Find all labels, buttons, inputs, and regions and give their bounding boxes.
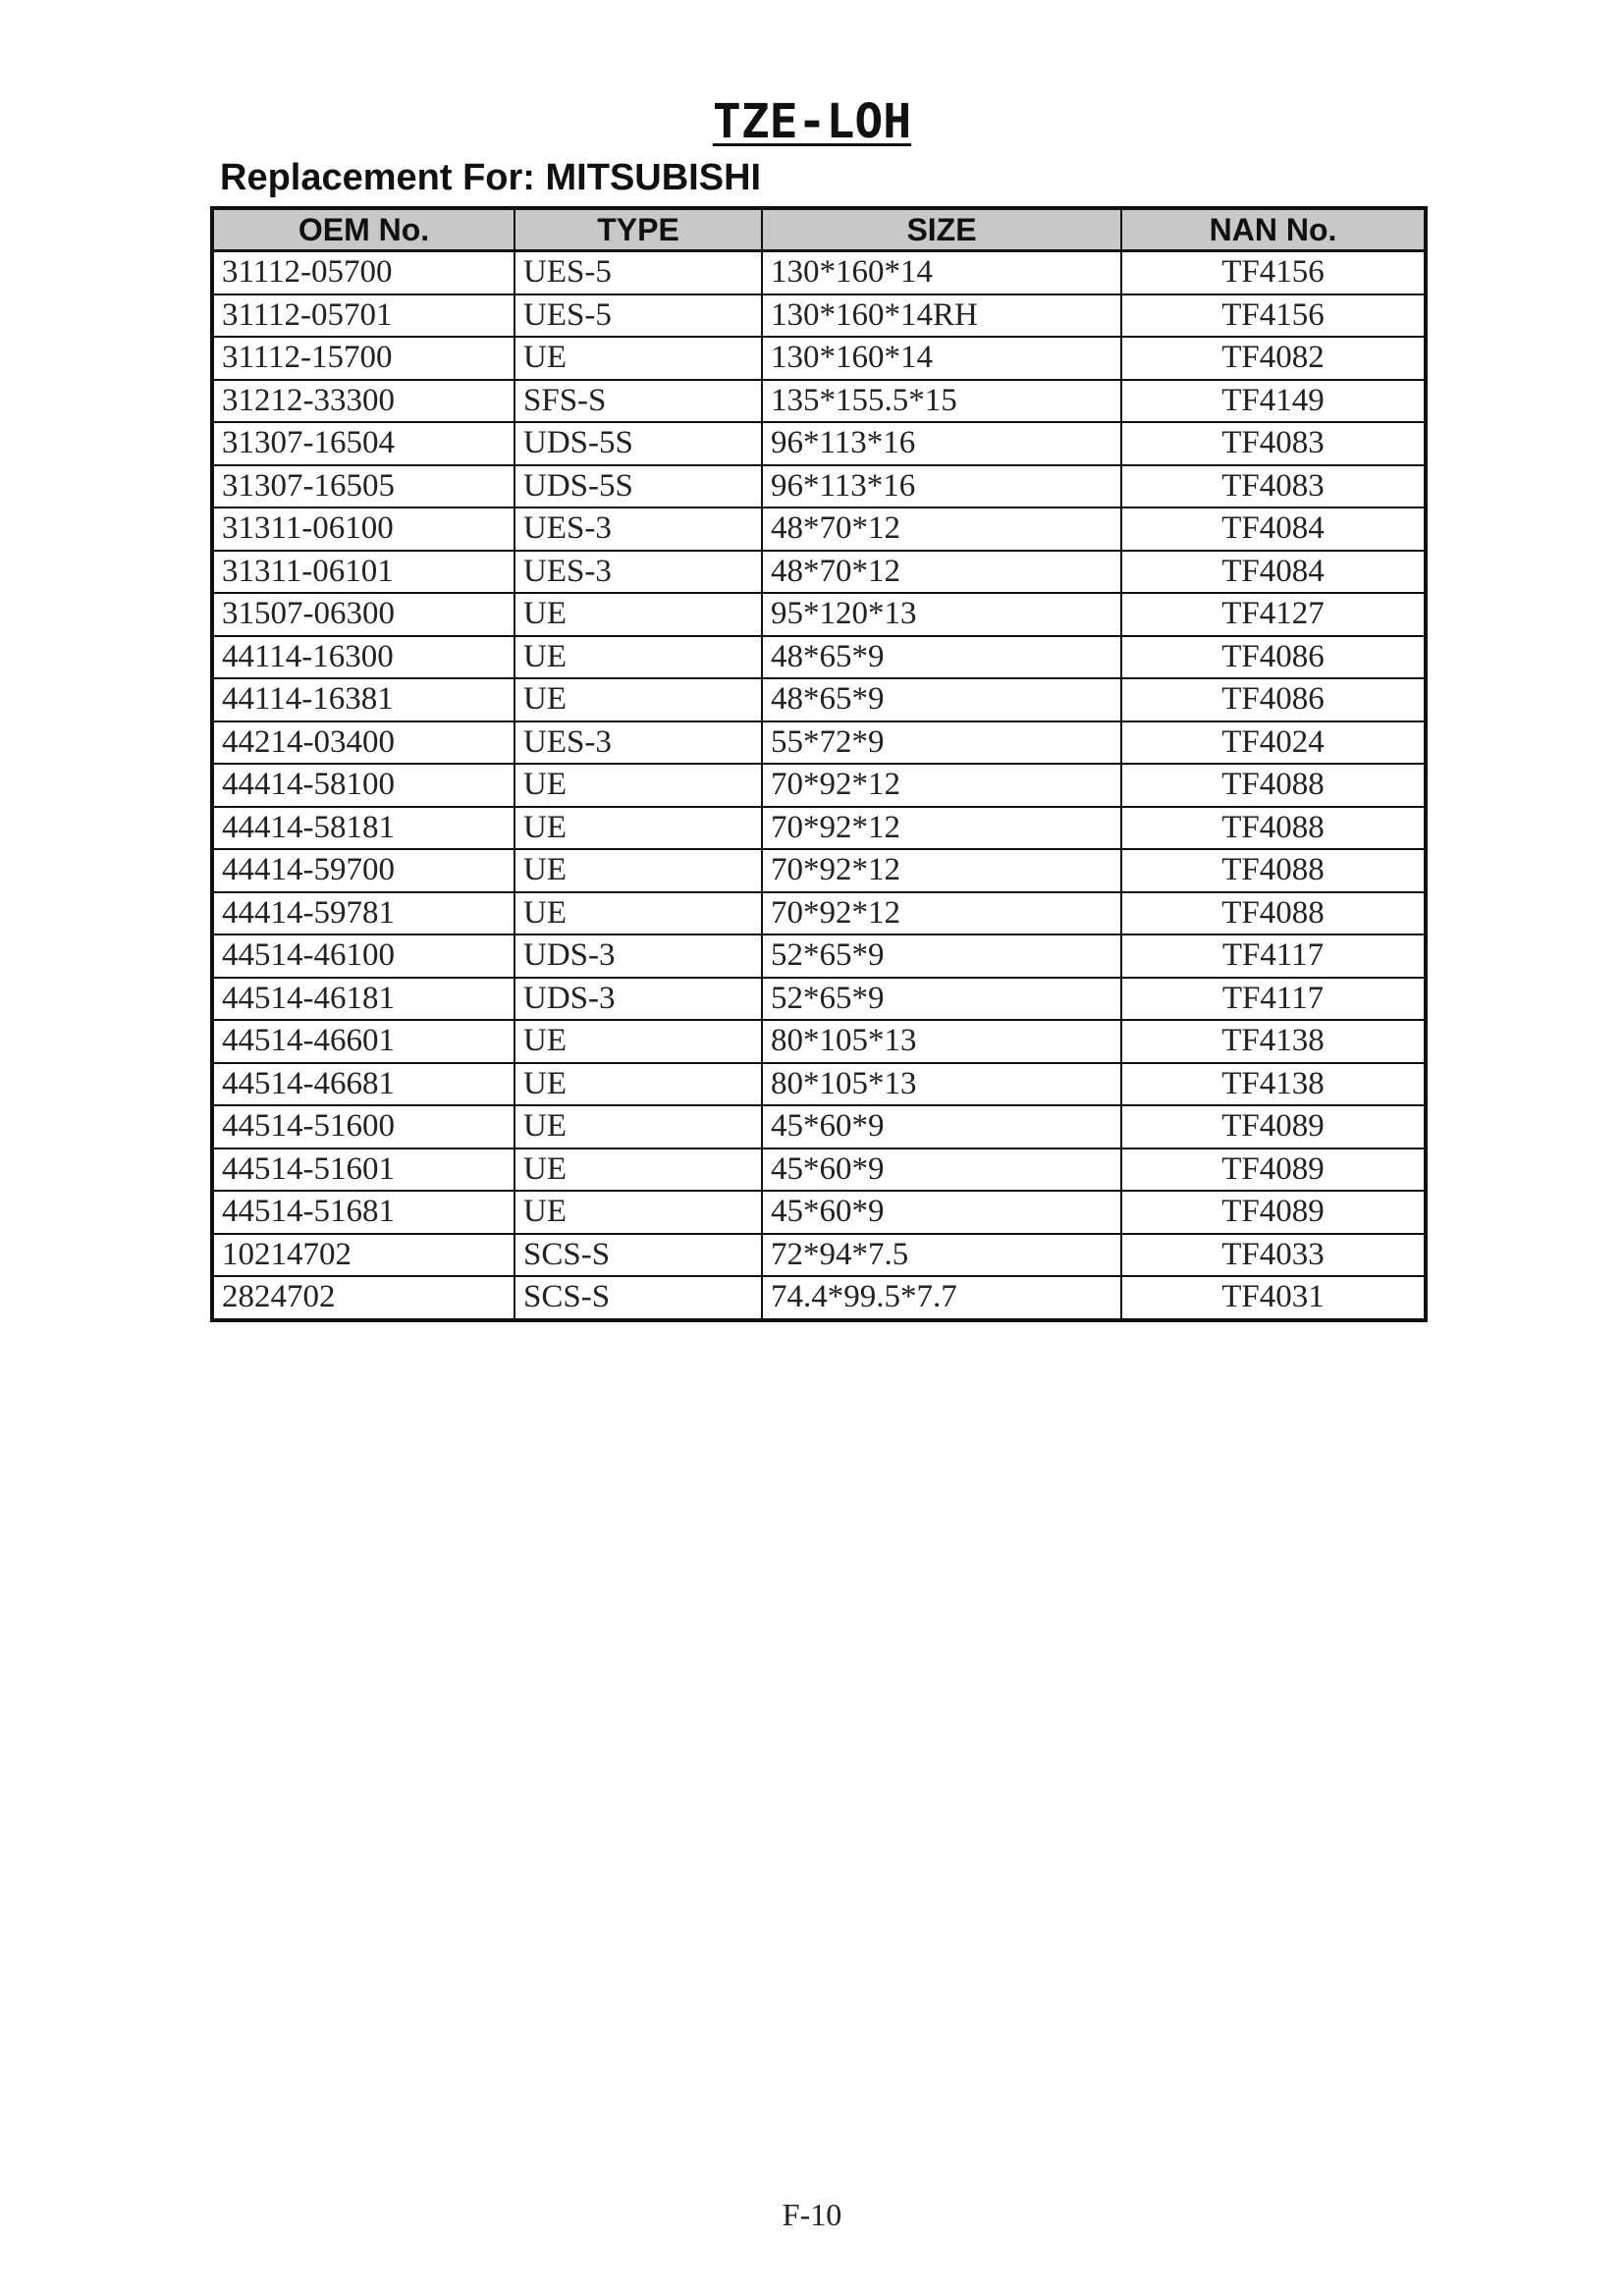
cell-oem-no: 44514-46681 [212, 1063, 514, 1106]
cell-oem-no: 31112-05700 [212, 251, 514, 294]
cell-type: UE [514, 764, 762, 807]
cell-size: 72*94*7.5 [762, 1234, 1121, 1277]
cell-type: UDS-3 [514, 934, 762, 978]
cell-oem-no: 44514-51681 [212, 1191, 514, 1234]
cell-size: 80*105*13 [762, 1063, 1121, 1106]
cell-type: UES-5 [514, 251, 762, 294]
cell-size: 96*113*16 [762, 422, 1121, 465]
cell-size: 135*155.5*15 [762, 380, 1121, 423]
table-row [212, 465, 1426, 508]
cell-nan-no: TF4088 [1121, 849, 1426, 892]
cell-type: UE [514, 849, 762, 892]
table-row [212, 1020, 1426, 1063]
cell-oem-no: 44214-03400 [212, 721, 514, 765]
cell-type: UDS-3 [514, 978, 762, 1021]
table-row [212, 1148, 1426, 1192]
table-row [212, 1191, 1426, 1234]
cell-oem-no: 44514-46601 [212, 1020, 514, 1063]
table-row [212, 764, 1426, 807]
cell-size: 45*60*9 [762, 1105, 1121, 1148]
cell-nan-no: TF4033 [1121, 1234, 1426, 1277]
cell-oem-no: 44514-51601 [212, 1148, 514, 1192]
cell-oem-no: 44514-46181 [212, 978, 514, 1021]
header-oem-no: OEM No. [212, 208, 514, 251]
cell-size: 52*65*9 [762, 978, 1121, 1021]
table-header-row [212, 208, 1426, 251]
cell-nan-no: TF4089 [1121, 1105, 1426, 1148]
table-row [212, 337, 1426, 380]
cell-oem-no: 44414-58100 [212, 764, 514, 807]
cell-nan-no: TF4156 [1121, 294, 1426, 338]
page-title-text: TZE-LOH [712, 94, 912, 149]
cell-size: 130*160*14 [762, 251, 1121, 294]
cell-size: 130*160*14 [762, 337, 1121, 380]
cell-type: UDS-5S [514, 465, 762, 508]
cell-nan-no: TF4086 [1121, 678, 1426, 721]
cell-type: UE [514, 1020, 762, 1063]
cell-size: 74.4*99.5*7.7 [762, 1276, 1121, 1320]
cell-oem-no: 31307-16504 [212, 422, 514, 465]
table-row [212, 251, 1426, 294]
cell-nan-no: TF4088 [1121, 807, 1426, 850]
cell-oem-no: 44114-16300 [212, 636, 514, 679]
cell-nan-no: TF4089 [1121, 1148, 1426, 1192]
cell-oem-no: 31112-05701 [212, 294, 514, 338]
cell-oem-no: 2824702 [212, 1276, 514, 1320]
cell-type: UES-3 [514, 551, 762, 594]
page-number: F-10 [782, 2197, 842, 2232]
header-nan-no: NAN No. [1121, 208, 1426, 251]
cell-oem-no: 31311-06101 [212, 551, 514, 594]
page-title [0, 94, 1624, 149]
cell-oem-no: 31307-16505 [212, 465, 514, 508]
cell-size: 48*65*9 [762, 636, 1121, 679]
cell-nan-no: TF4088 [1121, 764, 1426, 807]
parts-table [210, 206, 1428, 1322]
cell-type: UES-3 [514, 721, 762, 765]
cell-oem-no: 31212-33300 [212, 380, 514, 423]
cell-type: UE [514, 892, 762, 935]
cell-type: UE [514, 337, 762, 380]
cell-nan-no: TF4138 [1121, 1063, 1426, 1106]
table-row [212, 294, 1426, 338]
cell-size: 48*65*9 [762, 678, 1121, 721]
cell-size: 52*65*9 [762, 934, 1121, 978]
cell-nan-no: TF4156 [1121, 251, 1426, 294]
table-row [212, 551, 1426, 594]
cell-nan-no: TF4149 [1121, 380, 1426, 423]
cell-nan-no: TF4138 [1121, 1020, 1426, 1063]
table-row [212, 1234, 1426, 1277]
cell-type: SCS-S [514, 1276, 762, 1320]
cell-nan-no: TF4088 [1121, 892, 1426, 935]
table-row [212, 678, 1426, 721]
cell-size: 55*72*9 [762, 721, 1121, 765]
table-row [212, 892, 1426, 935]
cell-size: 70*92*12 [762, 807, 1121, 850]
cell-oem-no: 10214702 [212, 1234, 514, 1277]
cell-nan-no: TF4083 [1121, 422, 1426, 465]
table-row [212, 849, 1426, 892]
cell-type: UE [514, 1148, 762, 1192]
cell-type: UE [514, 1063, 762, 1106]
table-body [212, 251, 1426, 1320]
cell-size: 130*160*14RH [762, 294, 1121, 338]
replacement-subtitle: Replacement For: MITSUBISHI [220, 157, 762, 198]
table-row [212, 1276, 1426, 1320]
cell-oem-no: 31311-06100 [212, 507, 514, 551]
cell-type: UE [514, 636, 762, 679]
cell-oem-no: 44514-46100 [212, 934, 514, 978]
cell-size: 70*92*12 [762, 892, 1121, 935]
cell-nan-no: TF4084 [1121, 507, 1426, 551]
cell-oem-no: 44414-58181 [212, 807, 514, 850]
table-row [212, 721, 1426, 765]
table-row [212, 1063, 1426, 1106]
cell-size: 95*120*13 [762, 593, 1121, 636]
cell-nan-no: TF4024 [1121, 721, 1426, 765]
cell-type: UDS-5S [514, 422, 762, 465]
cell-type: UE [514, 593, 762, 636]
cell-size: 80*105*13 [762, 1020, 1121, 1063]
cell-size: 96*113*16 [762, 465, 1121, 508]
cell-oem-no: 31507-06300 [212, 593, 514, 636]
table-row [212, 593, 1426, 636]
cell-nan-no: TF4083 [1121, 465, 1426, 508]
table-row [212, 422, 1426, 465]
cell-nan-no: TF4117 [1121, 934, 1426, 978]
cell-type: UES-3 [514, 507, 762, 551]
table-row [212, 978, 1426, 1021]
cell-type: UE [514, 678, 762, 721]
cell-nan-no: TF4117 [1121, 978, 1426, 1021]
cell-type: UES-5 [514, 294, 762, 338]
cell-nan-no: TF4086 [1121, 636, 1426, 679]
cell-size: 70*92*12 [762, 849, 1121, 892]
cell-oem-no: 44114-16381 [212, 678, 514, 721]
table-row [212, 380, 1426, 423]
cell-size: 48*70*12 [762, 507, 1121, 551]
cell-type: SFS-S [514, 380, 762, 423]
table-row [212, 1105, 1426, 1148]
cell-type: SCS-S [514, 1234, 762, 1277]
cell-nan-no: TF4031 [1121, 1276, 1426, 1320]
cell-nan-no: TF4082 [1121, 337, 1426, 380]
cell-size: 45*60*9 [762, 1191, 1121, 1234]
cell-oem-no: 44414-59781 [212, 892, 514, 935]
cell-type: UE [514, 1105, 762, 1148]
cell-nan-no: TF4084 [1121, 551, 1426, 594]
table-row [212, 934, 1426, 978]
cell-size: 45*60*9 [762, 1148, 1121, 1192]
cell-oem-no: 31112-15700 [212, 337, 514, 380]
cell-nan-no: TF4089 [1121, 1191, 1426, 1234]
header-type: TYPE [514, 208, 762, 251]
cell-oem-no: 44414-59700 [212, 849, 514, 892]
cell-size: 70*92*12 [762, 764, 1121, 807]
cell-oem-no: 44514-51600 [212, 1105, 514, 1148]
cell-type: UE [514, 807, 762, 850]
cell-size: 48*70*12 [762, 551, 1121, 594]
cell-nan-no: TF4127 [1121, 593, 1426, 636]
table-row [212, 636, 1426, 679]
table-row [212, 507, 1426, 551]
table-row [212, 807, 1426, 850]
cell-type: UE [514, 1191, 762, 1234]
header-size: SIZE [762, 208, 1121, 251]
